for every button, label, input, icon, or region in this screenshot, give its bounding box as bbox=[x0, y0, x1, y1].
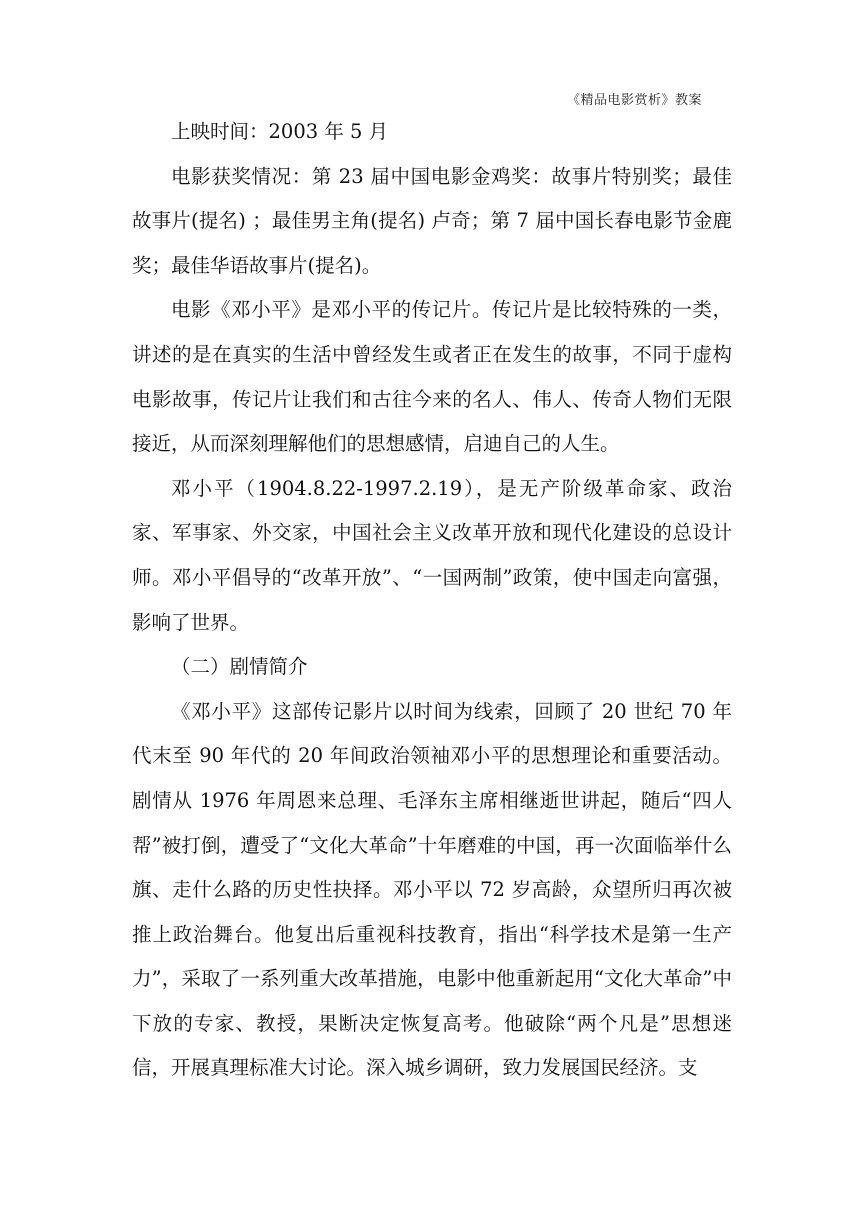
plot-summary-paragraph: 《邓小平》这部传记影片以时间为线索，回顾了 20 世纪 70 年代末至 90 年代的 20 年间政治领袖邓小平的思想理论和重要活动。剧情从 1976 年周恩来总理、毛泽东主席相继逝世讲起，随后“四人帮”被打倒，遭受了“文化大革命”十年磨难的中国，再一次面临举什么旗、走什么路的历史性抉择。邓小平以 72 岁高龄，众望所归再次被推上政治舞台。他复出后重视科技教育，指出“科学技术是第一生产力”，采取了一系列重大改革措施，电影中他重新起用“文化大革命”中下放的专家、教授，果断决定恢复高考。他破除“两个凡是”思想迷信，开展真理标准大讨论。深入城乡调研，致力发展国民经济。支 bbox=[132, 699, 732, 1080]
page-header: 《精品电影赏析》教案 bbox=[566, 93, 702, 108]
section-heading: （二）剧情简介 bbox=[171, 655, 308, 679]
biography-paragraph: 邓小平（1904.8.22-1997.2.19），是无产阶级革命家、政治家、军事家、外交家，中国社会主义改革开放和现代化建设的总设计师。邓小平倡导的“改革开放”、“一国两制”政策，使中国走向富强，影响了世界。 bbox=[132, 476, 732, 634]
awards-paragraph: 电影获奖情况：第 23 届中国电影金鸡奖：故事片特别奖；最佳故事片(提名) ；最佳男主角(提名) 卢奇；第 7 届中国长春电影节金鹿奖；最佳华语故事片(提名)。 bbox=[132, 164, 732, 277]
film-intro-paragraph: 电影《邓小平》是邓小平的传记片。传记片是比较特殊的一类，讲述的是在真实的生活中曾经发生或者正在发生的故事，不同于虚构电影故事，传记片让我们和古往今来的名人、伟人、传奇人物们无限接近，从而深刻理解他们的思想感情，启迪自己的人生。 bbox=[132, 298, 732, 456]
document-body bbox=[132, 110, 732, 1091]
release-date-paragraph: 上映时间：2003 年 5 月 bbox=[171, 120, 389, 143]
